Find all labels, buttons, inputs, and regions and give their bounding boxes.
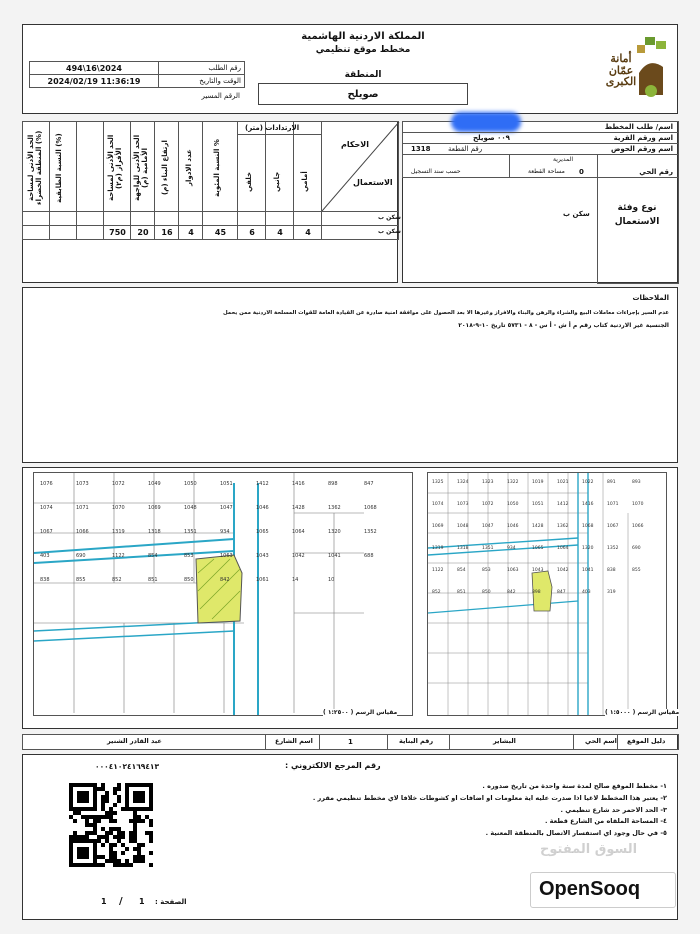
parcel-label: 1022 — [582, 480, 594, 485]
front-label: أمامي — [301, 171, 309, 193]
parcel-label: 853 — [482, 568, 491, 573]
street-label: اسم الشارع — [275, 737, 313, 745]
parcel-label: 1050 — [184, 481, 197, 487]
parcel-label: 1351 — [482, 546, 494, 551]
parcel-label: 1042 — [557, 568, 569, 573]
setbacks-label: الارتدادات (متر) — [245, 124, 300, 132]
row2-floors: 4 — [188, 228, 194, 237]
row2-front: 4 — [305, 228, 311, 237]
parcel-label: 847 — [364, 481, 374, 487]
parcel-label: 688 — [364, 553, 374, 559]
parcel-label: 891 — [607, 480, 616, 485]
qr-code — [69, 783, 153, 867]
row1-usage: سكن ب — [378, 214, 401, 221]
parcel-label: 1362 — [328, 505, 341, 511]
row2-rear: 6 — [249, 228, 255, 237]
parcel-label: 1072 — [112, 481, 125, 487]
parcel-label: 1019 — [532, 480, 544, 485]
parcel-label: 1318 — [457, 546, 469, 551]
parcel-label: 852 — [432, 590, 441, 595]
parcel-label: 1068 — [364, 505, 377, 511]
parcel-label: 1050 — [507, 502, 519, 507]
parcel-label: 1046 — [256, 505, 269, 511]
parcel-label: 1416 — [292, 481, 305, 487]
parcel-label: 690 — [632, 546, 641, 551]
region-label: المنطقة — [344, 70, 382, 80]
floors-label: عدد الادوار — [185, 149, 193, 187]
area-reg-label: حسب سند التسجيل — [411, 168, 461, 175]
map-right-svg — [428, 473, 667, 716]
footer-note-5: ٥- في حال وجود اي استفسار الاتصال بالمنطقة المعنية . — [485, 829, 667, 838]
parcel-label: 838 — [40, 577, 50, 583]
plan-label: اسم/ طلب المخطط — [604, 123, 673, 131]
parcel-label: 1021 — [557, 480, 569, 485]
parcel-label: 14 — [292, 577, 299, 583]
district-label: المديرية — [553, 156, 573, 163]
parcel-label: 847 — [557, 590, 566, 595]
parcel-label: 1064 — [292, 529, 305, 535]
kingdom-title: المملكة الاردنية الهاشمية — [301, 31, 425, 42]
footer-note-2: ٢- يعتبر هذا المخطط لاغيا اذا صدرت عليه اية معلومات او اضافات او كشوطات خلافا لاي مخطط تنظيمي مقرر . — [312, 793, 667, 802]
parcel-label: 1319 — [112, 529, 125, 535]
page-current: 1 — [139, 897, 145, 906]
parcel-label: 1066 — [76, 529, 89, 535]
parcel-label: 1076 — [40, 481, 53, 487]
parcel-label: 1073 — [76, 481, 89, 487]
basin-label: اسم ورقم الحوض — [611, 145, 673, 153]
usage-label: نوع وفئة الاستعمال — [614, 203, 660, 227]
parcel-label: 851 — [457, 590, 466, 595]
parcel-label: 1047 — [482, 524, 494, 529]
parcel-label: 1320 — [582, 546, 594, 551]
opensooq-badge — [530, 872, 676, 908]
parcel-label: 850 — [184, 577, 194, 583]
page-total: 1 — [101, 897, 107, 906]
parcel-label: 855 — [632, 568, 641, 573]
highlighted-parcel — [196, 555, 242, 623]
rules-label: الاحكام — [341, 140, 369, 149]
parcel-label: 1069 — [148, 505, 161, 511]
parcel-label: 1063 — [507, 568, 519, 573]
parcel-no-value: 1318 — [411, 145, 431, 153]
location-bar — [22, 734, 678, 750]
parcel-label: 1042 — [292, 553, 305, 559]
footer-note-1: ١- مخطط الموقع صالح لمدة سنة واحدة من تاريخ صدوره . — [482, 782, 667, 790]
parcel-label: 842 — [507, 590, 516, 595]
row2-min-area: 750 — [109, 228, 126, 237]
region-value: صويلح — [347, 89, 379, 100]
parcel-label: 1061 — [256, 577, 269, 583]
street-value: عبد القادر الشنير — [107, 737, 162, 745]
request-info-table — [29, 61, 245, 105]
parcel-info-panel — [402, 121, 678, 283]
page-label: الصفحة : — [155, 898, 187, 906]
parcel-label: 1066 — [632, 524, 644, 529]
parcel-label: 1412 — [557, 502, 569, 507]
row2-min-front: 20 — [137, 228, 149, 237]
footer-notes — [187, 783, 667, 838]
parcel-label: 1324 — [457, 480, 469, 485]
notes-title: الملاحظات — [632, 294, 669, 302]
parcel-label: 1051 — [220, 481, 233, 487]
parcel-label: 1412 — [256, 481, 269, 487]
parcel-label: 1122 — [112, 553, 125, 559]
opensooq-brand: OpenSooq — [539, 878, 641, 900]
parcel-label: 1320 — [328, 529, 341, 535]
row2-side: 4 — [277, 228, 283, 237]
logo-text: أمانة عمّان الكبرى — [605, 52, 637, 89]
amman-logo — [601, 33, 671, 107]
parcel-label: 1325 — [432, 480, 444, 485]
height-label: ارتفاع البناء (م) — [161, 140, 169, 196]
parcel-label: 934 — [507, 546, 516, 551]
parcel-label: 1049 — [148, 481, 161, 487]
parcel-label: 934 — [220, 529, 230, 535]
hay-label: اسم الحي — [585, 737, 617, 745]
building-no-value: 1 — [348, 738, 353, 746]
row2-usage: سكن ب — [378, 228, 401, 235]
ref-value: ٠٠٠٤١٠٢٤١٦٩٤١٣ — [95, 762, 160, 771]
parcel-label: 1070 — [112, 505, 125, 511]
parcel-label: 1069 — [432, 524, 444, 529]
header-panel — [22, 24, 678, 114]
guide-label: دليل الموقع — [627, 737, 666, 745]
regulations-table — [22, 121, 401, 283]
qr-code-icon — [69, 783, 153, 867]
maps-panel — [22, 467, 678, 729]
parcel-label: 403 — [40, 553, 50, 559]
parcel-label: 1070 — [632, 502, 644, 507]
map-left — [33, 472, 413, 716]
hay-value: البشاير — [493, 737, 516, 745]
footer-note-4: ٤- المساحة الملقاه من الشارع قطعة . — [544, 817, 667, 826]
area-label: مساحة القطعة — [528, 168, 565, 175]
notes-line-1: عدم السير بإجراءات معاملات البيع والشراء والرهن والبناء والافراز وغيرها الا بعد الحصول على موافقة امنية صادرة عن القيادة العامة للقوات المسلحة الاردنية ممن يحمل — [222, 310, 669, 316]
parcel-label: 1065 — [256, 529, 269, 535]
header-diagonal — [322, 122, 400, 212]
parcel-label: 1318 — [148, 529, 161, 535]
parcel-label: 1041 — [328, 553, 341, 559]
parcel-label: 838 — [607, 568, 616, 573]
parcel-label: 1073 — [457, 502, 469, 507]
parcel-label: 850 — [482, 590, 491, 595]
parcel-label: 893 — [632, 480, 641, 485]
parcel-label: 1071 — [76, 505, 89, 511]
usage-value: سكن ب — [563, 210, 590, 218]
parcel-label: 1067 — [40, 529, 53, 535]
parcel-label: 1323 — [482, 480, 494, 485]
masked-region — [451, 112, 521, 132]
parcel-label: 1352 — [364, 529, 377, 535]
parcel-no-label: رقم القطعة — [448, 145, 483, 153]
parcel-label: 898 — [532, 590, 541, 595]
parcel-label: 854 — [457, 568, 466, 573]
village-label: اسم ورقم القرية — [613, 134, 673, 142]
row2-height: 16 — [161, 228, 173, 237]
parcel-label: 1043 — [532, 568, 544, 573]
parcel-label: 1352 — [607, 546, 619, 551]
right-map-scale: مقياس الرسم ( ١:٥٠٠٠ ) — [605, 709, 680, 716]
parcel-label: 403 — [582, 590, 591, 595]
parcel-label: 1072 — [482, 502, 494, 507]
request-number: 494\16\2024 — [66, 64, 122, 73]
page-separator: / — [119, 896, 123, 907]
parcel-label: 852 — [112, 577, 122, 583]
request-number-label: رقم الطلب — [208, 64, 241, 72]
datetime-label: الوقت والتاريخ — [199, 77, 241, 85]
parcel-label: 1067 — [607, 524, 619, 529]
min-green-label: الحد الأدنى لمساحة المنطقة الخضراء (%) — [27, 130, 43, 206]
parcel-label: 851 — [148, 577, 158, 583]
parcel-label: 1428 — [532, 524, 544, 529]
ref-label: رقم المرجع الالكتروني : — [285, 761, 381, 770]
usage-col-label: الاستعمال — [353, 178, 393, 187]
parcel-label: 1051 — [532, 502, 544, 507]
min-area-label: الحد الأدنى لمساحة الأفراز (م٢) — [107, 134, 123, 202]
min-front-label: الحد الأدنى للواجهة الأمامية (م) — [133, 134, 149, 202]
parcel-label: 1362 — [557, 524, 569, 529]
request-datetime: 2024/02/19 11:36:19 — [47, 77, 141, 86]
building-no-label: رقم البناية — [399, 737, 434, 745]
parcel-label: 1041 — [582, 568, 594, 573]
parcel-label: 855 — [76, 577, 86, 583]
parcel-label: 1319 — [432, 546, 444, 551]
parcel-label: 842 — [220, 577, 230, 583]
parcel-label: 1071 — [607, 502, 619, 507]
parcel-label: 898 — [328, 481, 338, 487]
parcel-label: 1428 — [292, 505, 305, 511]
parcel-label: 1048 — [184, 505, 197, 511]
parcel-label: 1065 — [532, 546, 544, 551]
parcel-label: 319 — [607, 590, 616, 595]
watermark-text: السوق المفتوح — [540, 842, 638, 857]
parcel-label: 854 — [148, 553, 158, 559]
parcel-label: 1351 — [184, 529, 197, 535]
parcel-label: 10 — [328, 577, 335, 583]
parcel-label: 1074 — [40, 505, 53, 511]
parcel-label: 853 — [184, 553, 194, 559]
parcel-label: 1322 — [507, 480, 519, 485]
parcel-label: 1074 — [432, 502, 444, 507]
percent-label: النسبة المئوية % — [213, 139, 221, 197]
parcel-label: 1063 — [220, 553, 233, 559]
footer-note-3: ٣- الحد الاحمر حد شارع تنظيمي . — [560, 805, 667, 814]
neighborhood-label: رقم الحي — [639, 168, 673, 176]
parcel-label: 1068 — [582, 524, 594, 529]
rear-label: خلفي — [245, 171, 253, 193]
parcel-label: 1047 — [220, 505, 233, 511]
notes-panel — [22, 287, 678, 463]
row2-percent: 45 — [214, 228, 227, 237]
neighborhood-value: 0 — [579, 168, 584, 176]
parcel-label: 690 — [76, 553, 86, 559]
left-map-scale: مقياس الرسم ( ١:٢٥٠٠ ) — [323, 709, 398, 716]
parcel-label: 1048 — [457, 524, 469, 529]
notes-line-2: الجنسية غير الاردنية كتاب رقم م أ ش - أ س - ٨ - ٥٧٣١ تاريخ ١٠-٩-٢٠١٨ — [458, 322, 669, 329]
parcel-label: 1043 — [256, 553, 269, 559]
village-value: ٠٠٩ صويلح — [473, 134, 510, 142]
document-title: مخطط موقع تنظيمي — [315, 45, 411, 55]
parcel-label: 1064 — [557, 546, 569, 551]
region-value-box — [258, 83, 468, 105]
map-right — [427, 472, 667, 716]
serial-label: الرقم المسير — [201, 92, 240, 100]
parcel-label: 1046 — [507, 524, 519, 529]
parcel-label: 1416 — [582, 502, 594, 507]
floor-ratio-label: النسبة الطابقية (%) — [55, 133, 63, 203]
side-label: جانبي — [273, 171, 281, 193]
parcel-label: 1122 — [432, 568, 444, 573]
map-left-svg — [34, 473, 413, 716]
